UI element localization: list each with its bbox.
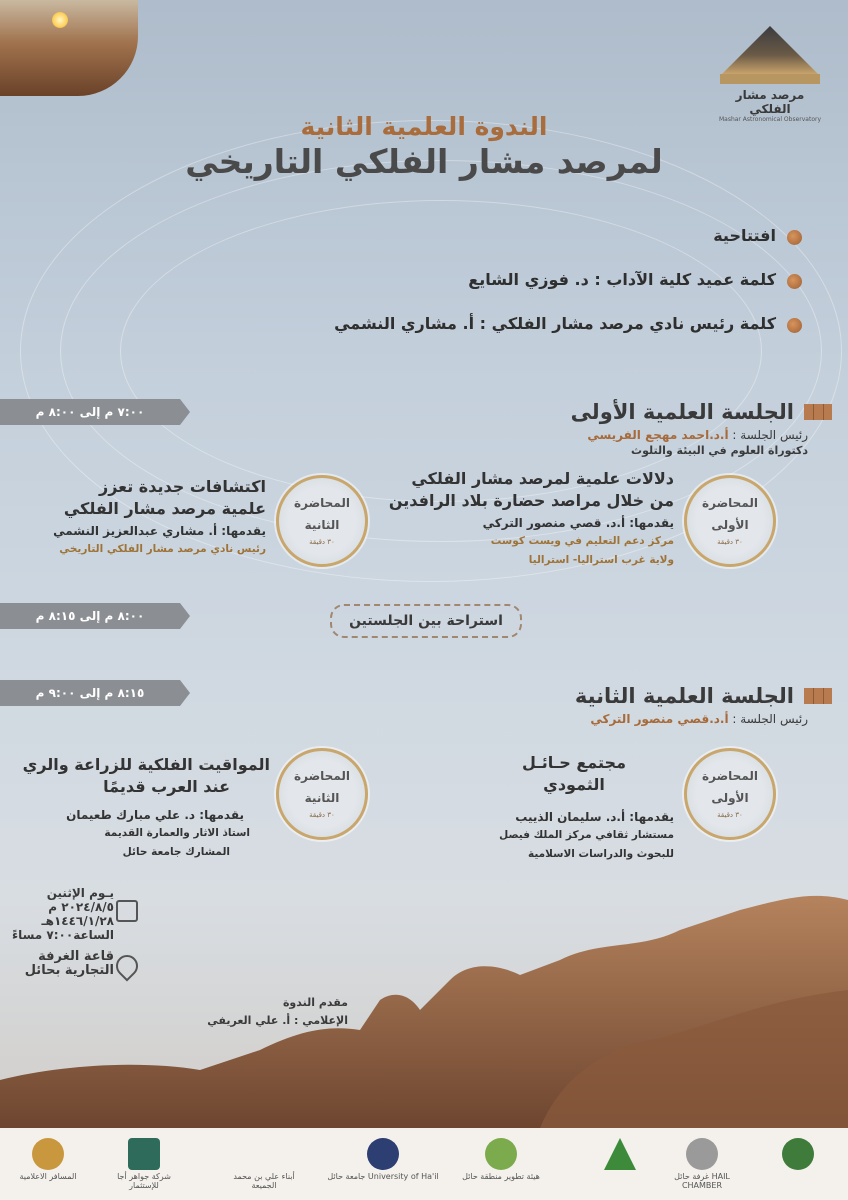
break-box: استراحة بين الجلستين	[330, 604, 522, 638]
session2-chair: رئيس الجلسة : أ.د.قصي منصور التركي	[590, 712, 808, 726]
sponsor-logo: أبناء علي بن محمد الجميعة	[233, 1172, 295, 1190]
bullet-icon	[787, 318, 802, 333]
host-label: مقدم الندوة	[282, 996, 348, 1009]
title-line2: لمرصد مشار الفلكي التاريخي	[185, 142, 663, 181]
sponsor-logo: جامعة حائل University of Ha'il	[324, 1138, 442, 1186]
session2-title: الجلسة العلمية الثانية	[575, 684, 794, 708]
event-date-block: يـوم الإثنين ٢٠٢٤/٨/٥ م ١٤٤٦/١/٢٨هـ الساعة٧:٠٠ مساءً	[11, 886, 114, 942]
title-line1: الندوة العلمية الثانية	[300, 112, 548, 141]
sponsor-logo: هيئة تطوير منطقة حائل	[456, 1138, 546, 1186]
bullet-icon	[787, 230, 802, 245]
lecture-card: اكتشافات جديدة تعزز علمية مرصد مشار الفلكي يقدمها: أ. مشاري عبدالعزيز النشمي رئيس نادي مرصد مشار الفلكي التاريخي	[53, 477, 266, 555]
agenda-item: كلمة عميد كلية الآداب : د. فوزي الشايع	[468, 270, 776, 289]
lecture-card: المواقيت الفلكية للزراعة والري عند العرب قديمًا يقدمها: د. علي مبارك طعيمان استاذ الاثار والعمارة القديمة المشارك جامعة حائل	[22, 755, 270, 858]
sponsor-logo: غرفة حائل HAIL CHAMBER	[662, 1138, 742, 1186]
pyramid-icon	[722, 26, 818, 74]
brick-icon	[804, 688, 832, 704]
sponsor-logo	[766, 1138, 830, 1186]
corner-photo	[0, 0, 138, 96]
agenda-item: افتتاحية	[713, 226, 776, 245]
calendar-icon	[116, 900, 138, 922]
session2-time: ٨:١٥ م إلى ٩:٠٠ م	[0, 680, 180, 706]
session1-chair-desc: دكتوراة العلوم في البيئة والتلوث	[631, 444, 808, 457]
lecture-card: مجتمع حـائـل الثمودي يقدمها: أ.د. سليمان الذييب مستشار ثقافي مركز الملك فيصل للبحوث والدراسات الاسلامية	[499, 753, 674, 860]
event-venue-block: قاعة الغرفة التجارية بحائل	[24, 949, 114, 978]
lecture-badge: المحاضرة الثانية ٣٠ دقيقة	[276, 748, 368, 840]
session1-title: الجلسة العلمية الأولى	[571, 400, 794, 424]
sun-icon	[52, 12, 68, 28]
session1-chair: رئيس الجلسة : أ.د.احمد مهجع الفريسي	[587, 428, 808, 442]
bullet-icon	[787, 274, 802, 289]
lecture-badge: المحاضرة الأولى ٣٠ دقيقة	[684, 475, 776, 567]
session1-time: ٧:٠٠ م إلى ٨:٠٠ م	[0, 399, 180, 425]
lecture-badge: المحاضرة الثانية ٣٠ دقيقة	[276, 475, 368, 567]
lecture-card: دلالات علمية لمرصد مشار الفلكي من خلال مراصد حضارة بلاد الرافدين يقدمها: أ.د. قصي منصور التركي مركز دعم التعليم في ويست كوست ولاية غرب استراليا- استراليا	[388, 469, 674, 566]
brick-icon	[804, 404, 832, 420]
host-name: الإعلامي : أ. علي العريفي	[207, 1014, 348, 1027]
agenda-item: كلمة رئيس نادي مرصد مشار الفلكي : أ. مشاري النشمي	[334, 314, 776, 333]
observatory-logo	[716, 26, 824, 122]
sponsor-logo: المسافر الاعلامية	[16, 1138, 80, 1186]
logo-text-ar: مرصد مشار الفلكي	[735, 88, 805, 116]
sponsor-logo: شركة جواهر أجا للإستثمار	[104, 1138, 184, 1186]
sponsor-logo	[588, 1138, 652, 1186]
lecture-badge: المحاضرة الأولى ٣٠ دقيقة	[684, 748, 776, 840]
break-time: ٨:٠٠ م إلى ٨:١٥ م	[0, 603, 180, 629]
sponsors-bar	[0, 1128, 848, 1200]
logo-text-en: Mashar Astronomical Observatory	[718, 116, 822, 123]
